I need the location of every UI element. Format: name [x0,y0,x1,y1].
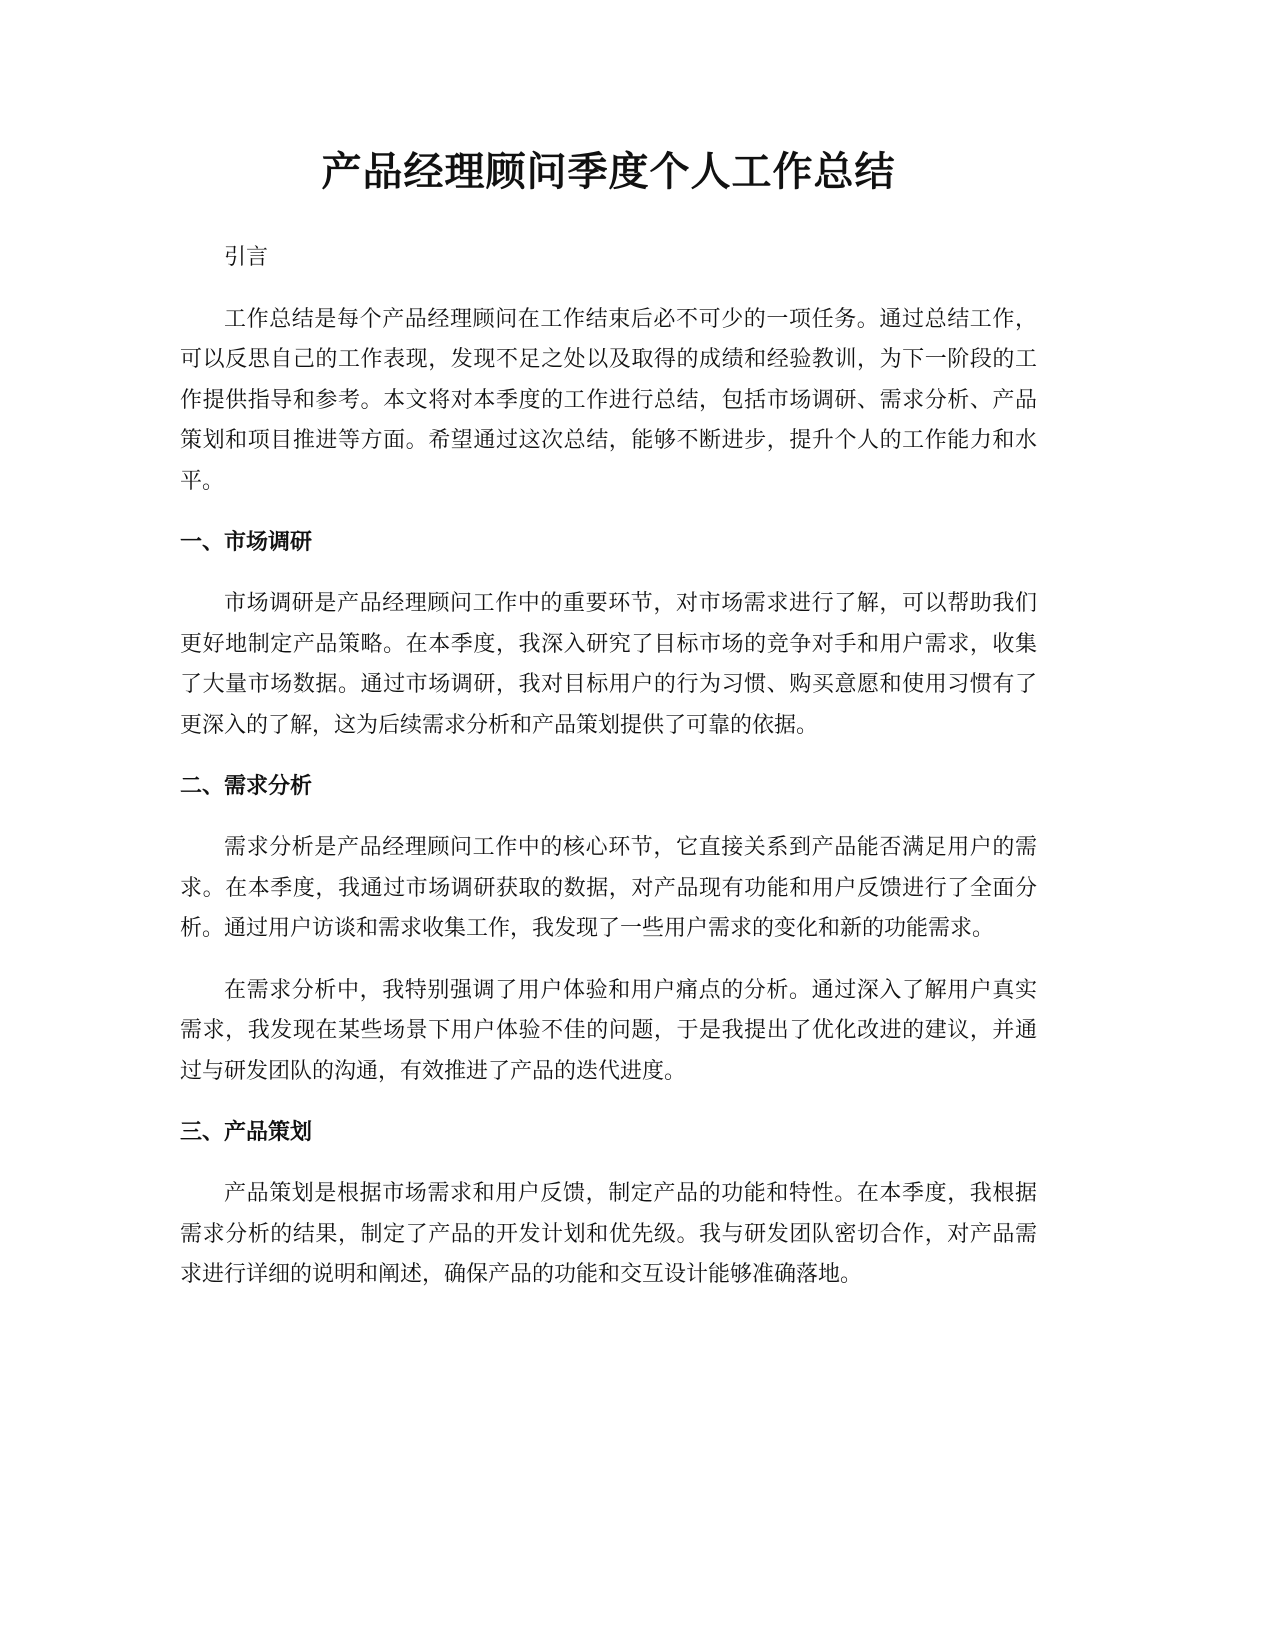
intro-label: 引言 [224,245,269,270]
market-research-paragraph: 市场调研是产品经理顾问工作中的重要环节，对市场需求进行了解，可以帮助我们更好地制定产品策略。在本季度，我深入研究了目标市场的竞争对手和用户需求，收集了大量市场数据。通过市场调研，我对目标用户的行为习惯、购买意愿和使用习惯有了更深入的了解，这为后续需求分析和产品策划提供了可靠的依据。 [180,591,1037,738]
document-page [180,140,1037,1317]
document-title: 产品经理顾问季度个人工作总结 [321,149,896,195]
section-heading-product-planning: 三、产品策划 [180,1120,313,1145]
intro-paragraph: 工作总结是每个产品经理顾问在工作结束后必不可少的一项任务。通过总结工作，可以反思自己的工作表现，发现不足之处以及取得的成绩和经验教训，为下一阶段的工作提供指导和参考。本文将对本季度的工作进行总结，包括市场调研、需求分析、产品策划和项目推进等方面。希望通过这次总结，能够不断进步，提升个人的工作能力和水平。 [180,306,1037,494]
section-heading-market-research: 一、市场调研 [180,530,313,555]
product-planning-paragraph: 产品策划是根据市场需求和用户反馈，制定产品的功能和特性。在本季度，我根据需求分析的结果，制定了产品的开发计划和优先级。我与研发团队密切合作，对产品需求进行详细的说明和阐述，确保产品的功能和交互设计能够准确落地。 [180,1181,1037,1287]
requirements-analysis-paragraph-2: 在需求分析中，我特别强调了用户体验和用户痛点的分析。通过深入了解用户真实需求，我发现在某些场景下用户体验不佳的问题，于是我提出了优化改进的建议，并通过与研发团队的沟通，有效推进了产品的迭代进度。 [180,977,1037,1084]
section-heading-requirements-analysis: 二、需求分析 [180,774,313,799]
requirements-analysis-paragraph-1: 需求分析是产品经理顾问工作中的核心环节，它直接关系到产品能否满足用户的需求。在本季度，我通过市场调研获取的数据，对产品现有功能和用户反馈进行了全面分析。通过用户访谈和需求收集工作，我发现了一些用户需求的变化和新的功能需求。 [180,835,1037,941]
